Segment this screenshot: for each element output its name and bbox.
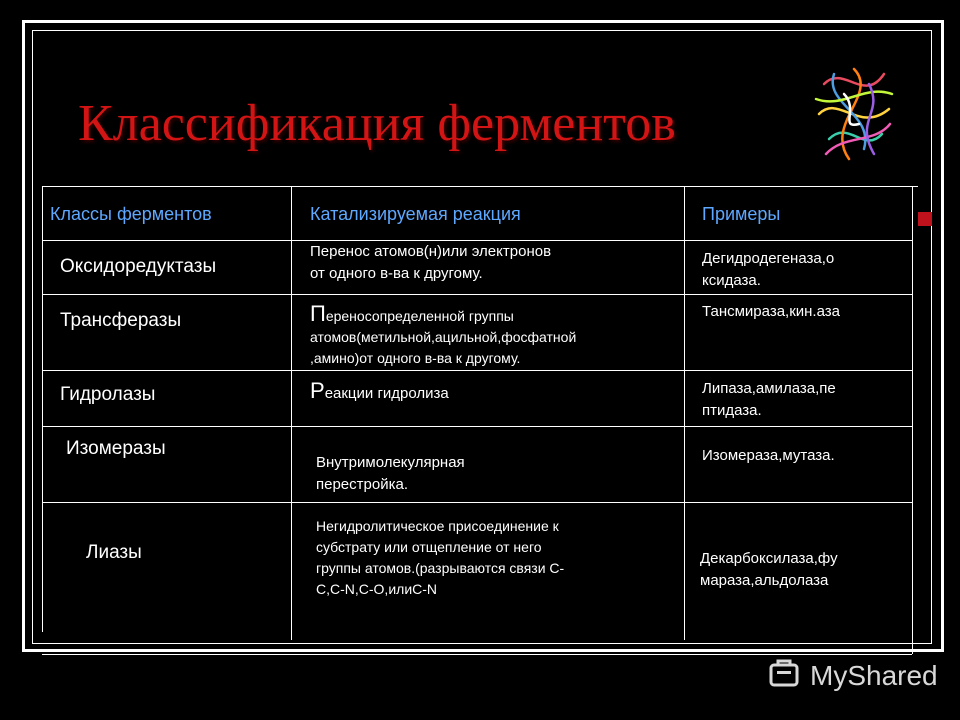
reaction-line: Перенос атомов(н)или электронов — [310, 243, 552, 260]
reaction-line: субстрату или отщепление от него — [316, 539, 542, 555]
reaction-line: ,амино)от одного в-ва к другому. — [310, 350, 521, 366]
myshared-watermark — [768, 656, 938, 696]
reaction-line: С,С-N,С-О,илиС-N — [316, 581, 438, 597]
reaction-text: ереносопределенной группы — [325, 308, 514, 324]
watermark-text: MyShared — [810, 660, 938, 691]
bullet-marker — [918, 212, 932, 226]
column-divider — [684, 186, 685, 640]
reaction-text: еакции гидролиза — [324, 385, 449, 402]
reaction-cell — [310, 303, 576, 369]
class-isomerases: Изомеразы — [66, 438, 166, 459]
reaction-cell — [310, 241, 551, 285]
class-lyases: Лиазы — [86, 542, 142, 563]
row-divider — [42, 426, 912, 427]
reaction-line: от одного в-ва к другому. — [310, 265, 483, 282]
reaction-line: перестройка. — [316, 476, 408, 493]
column-divider — [291, 186, 292, 640]
example-cell — [702, 248, 834, 292]
example-cell — [702, 445, 835, 467]
header-classes: Классы ферментов — [50, 204, 212, 224]
example-cell — [702, 378, 836, 422]
reaction-line: Негидролитическое присоединение к — [316, 518, 559, 534]
example-line: Липаза,амилаза,пе — [702, 380, 836, 397]
reaction-line — [310, 303, 576, 327]
table-bottom-border — [42, 654, 912, 655]
reaction-cell — [316, 452, 465, 496]
example-line: Декарбоксилаза,фу — [700, 550, 838, 567]
class-transferases: Трансферазы — [60, 310, 182, 331]
reaction-line — [310, 380, 449, 405]
reaction-cell — [316, 516, 564, 600]
protein-structure-image — [804, 54, 902, 176]
header-reaction: Катализируемая реакция — [310, 204, 521, 224]
example-line: мараза,альдолаза — [700, 572, 829, 589]
example-line: Дегидродегеназа,о — [702, 250, 835, 267]
reaction-initial: П — [310, 301, 326, 326]
myshared-logo-icon — [768, 657, 802, 696]
example-line: птидаза. — [702, 402, 762, 419]
row-divider — [42, 370, 912, 371]
column-divider — [912, 186, 913, 654]
reaction-initial: Р — [310, 378, 325, 403]
row-divider — [42, 502, 912, 503]
example-line: Изомераза,мутаза. — [702, 447, 835, 464]
slide-title: Классификация ферментов — [78, 95, 676, 152]
header-examples: Примеры — [702, 204, 781, 224]
reaction-line: группы атомов.(разрываются связи С- — [316, 560, 565, 576]
column-divider — [42, 186, 43, 632]
example-line: ксидаза. — [702, 272, 761, 289]
table-top-border — [42, 186, 918, 187]
reaction-line: атомов(метильной,ацильной,фосфатной — [310, 329, 577, 345]
reaction-line: Внутримолекулярная — [316, 454, 465, 471]
reaction-cell — [310, 380, 449, 405]
class-hydrolases: Гидролазы — [60, 384, 156, 405]
class-oxidoreductases: Оксидоредуктазы — [60, 256, 217, 277]
example-cell — [702, 301, 840, 323]
example-cell — [700, 548, 838, 592]
example-line: Тансмираза,кин.аза — [702, 303, 840, 320]
row-divider — [42, 294, 912, 295]
